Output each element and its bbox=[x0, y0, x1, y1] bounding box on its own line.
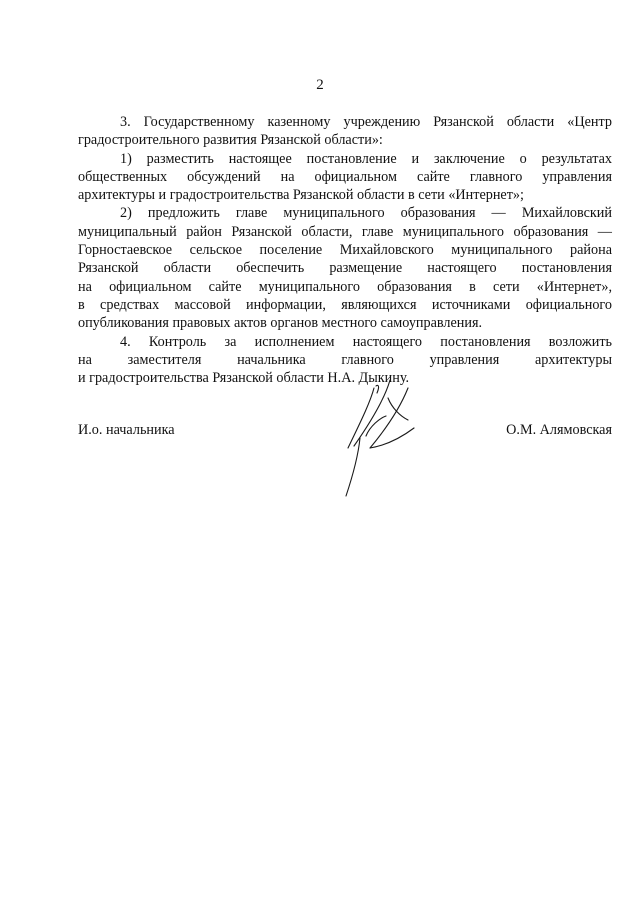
paragraph-3-line-1: 3. Государственному казенному учреждению Рязанской области «Центр bbox=[120, 114, 612, 130]
paragraph-3-2-line-4: Рязанской области обеспечить размещение настоящего постановления bbox=[78, 260, 612, 277]
paragraph-3-2-line-7: опубликования правовых актов органов местного самоуправления. bbox=[78, 315, 483, 332]
handwritten-signature bbox=[330, 368, 440, 498]
paragraph-3 bbox=[78, 113, 612, 150]
paragraph-3-2-line-6: в средствах массовой информации, являющихся источниками официального bbox=[78, 296, 612, 313]
paragraph-3-1 bbox=[78, 150, 612, 205]
paragraph-3-1-line-2: общественных обсуждений на официальном сайте главного управления bbox=[78, 168, 612, 185]
paragraph-3-2-line-1: 2) предложить главе муниципального образования — Михайловский bbox=[120, 205, 612, 222]
paragraph-3-2-line-5: на официальном сайте муниципального образования в сети «Интернет», bbox=[78, 278, 612, 295]
paragraph-3-1-line-1: 1) разместить настоящее постановление и заключение о результатах bbox=[120, 150, 612, 167]
paragraph-4-line-1: 4. Контроль за исполнением настоящего постановления возложить bbox=[120, 333, 612, 350]
paragraph-3-line-2: градостроительного развития Рязанской области»: bbox=[78, 132, 383, 149]
paragraph-4-line-3: и градостроительства Рязанской области Н.А. Дыкину. bbox=[78, 370, 410, 387]
paragraph-3-2-line-2: муниципальный район Рязанской области, главе муниципального образования — bbox=[78, 223, 612, 240]
paragraph-3-2-line-3: Горностаевское сельское поселение Михайловского муниципального района bbox=[78, 242, 612, 259]
document-body bbox=[78, 113, 612, 387]
signer-position: И.о. начальника bbox=[78, 422, 175, 438]
paragraph-3-2 bbox=[78, 204, 612, 332]
signer-name: О.М. Алямовская bbox=[506, 422, 612, 438]
paragraph-4-line-2: на заместителя начальника главного управления архитектуры bbox=[78, 351, 612, 368]
page-number: 2 bbox=[316, 77, 324, 93]
paragraph-3-1-line-3: архитектуры и градостроительства Рязанской области в сети «Интернет»; bbox=[78, 187, 524, 204]
